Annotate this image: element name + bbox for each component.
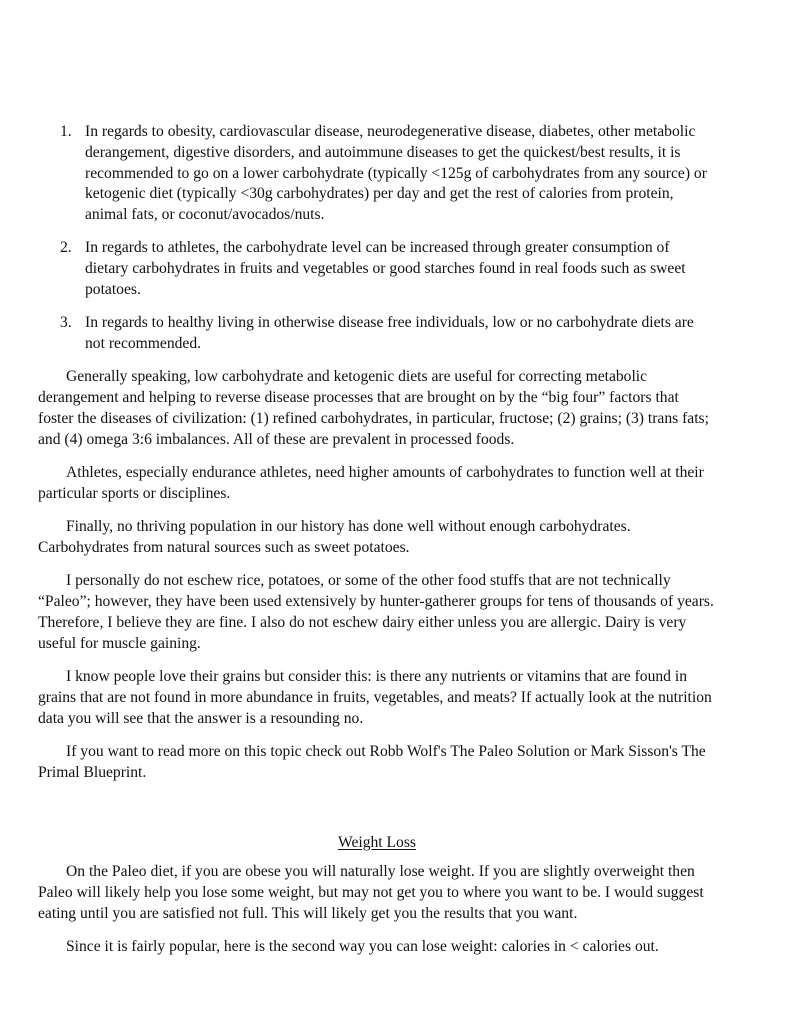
paragraph-weight-loss-paleo: On the Paleo diet, if you are obese you will naturally lose weight. If you are slightly overweight then Paleo will likely help you lose some weight, but may not get you to where you want to be. I would suggest eating until you are satisfied not full. This will likely get you the results that you want. xyxy=(38,863,704,922)
list-item-text: In regards to obesity, cardiovascular disease, neurodegenerative disease, diabetes, other metabolic derangement, digestive disorders, and autoimmune diseases to get the quickest/best results, it is recommended to go on a lower carbohydrate (typically <125g of carbohydrates from any source) or ketogenic diet (typically <30g carbohydrates) per day and get the rest of calories from protein, animal fats, or coconut/avocados/nuts. xyxy=(85,123,707,224)
paragraph-carbohydrate-history: Finally, no thriving population in our history has done well without enough carbohydrates. Carbohydrates from natural sources such as sweet potatoes. xyxy=(38,518,631,557)
section-heading xyxy=(38,833,716,854)
list-item xyxy=(38,122,716,226)
section-heading-text: Weight Loss xyxy=(337,833,416,851)
numbered-list xyxy=(38,122,716,355)
document-page xyxy=(38,122,716,971)
paragraph-further-reading: If you want to read more on this topic check out Robb Wolf's The Paleo Solution or Mark Sisson's The Primal Blueprint. xyxy=(38,742,706,781)
list-item-text: In regards to athletes, the carbohydrate level can be increased through greater consumption of dietary carbohydrates in fruits and vegetables or good starches found in real foods such as sweet potatoes. xyxy=(85,239,686,299)
list-item-text: In regards to healthy living in otherwise disease free individuals, low or no carbohydrate diets are not recommended. xyxy=(85,314,694,353)
list-item xyxy=(38,238,716,300)
paragraph-athletes: Athletes, especially endurance athletes, need higher amounts of carbohydrates to function well at their particular sports or disciplines. xyxy=(38,464,704,502)
list-number: 3. xyxy=(60,314,72,332)
list-number: 1. xyxy=(60,123,72,140)
paragraph-grains: I know people love their grains but consider this: is there any nutrients or vitamins that are found in grains that are not found in more abundance in fruits, vegetables, and meats? If actually look at the nutrition data you will see that the answer is a resounding no. xyxy=(38,668,712,727)
paragraph-rice-potatoes-dairy: I personally do not eschew rice, potatoes, or some of the other food stuffs that are not technically “Paleo”; however, they have been used extensively by hunter-gatherer groups for tens of thousands of years. Therefore, I believe they are fine. I also do not eschew dairy either unless you are allergic. Dairy is very useful for muscle gaining. xyxy=(38,572,714,652)
list-item xyxy=(38,313,716,355)
paragraph-low-carb-usefulness: Generally speaking, low carbohydrate and ketogenic diets are useful for correcting metabolic derangement and helping to reverse disease processes that are brought on by the “big four” factors that foster the diseases of civilization: (1) refined carbohydrates, in particular, fructose; (2) grains; (3) trans fats; and (4) omega 3:6 imbalances. All of these are prevalent in processed foods. xyxy=(38,368,709,448)
paragraph-calories: Since it is fairly popular, here is the second way you can lose weight: calories in < calories out. xyxy=(66,938,659,956)
list-number: 2. xyxy=(60,239,72,257)
